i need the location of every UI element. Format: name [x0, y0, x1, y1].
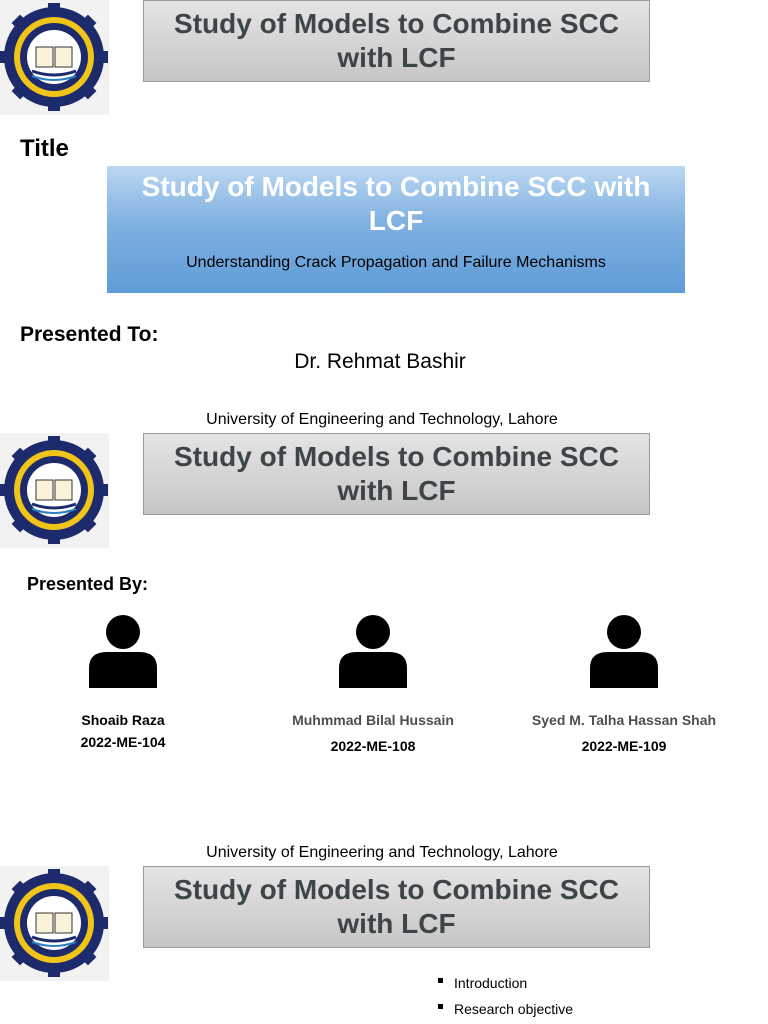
slide-header-title: Study of Models to Combine SCC with LCF: [143, 0, 650, 82]
person-icon: [87, 612, 159, 688]
university-seal-icon: [0, 866, 109, 981]
team-member-card: [3, 612, 243, 750]
slide-header-title: Study of Models to Combine SCC with LCF: [143, 433, 650, 515]
team-member-card: [504, 612, 744, 754]
outline-list: [437, 970, 573, 1022]
team-member-card: [253, 612, 493, 754]
university-logo: [0, 866, 109, 981]
slide-header-title: Study of Models to Combine SCC with LCF: [143, 866, 650, 948]
title-label: Title: [20, 135, 69, 162]
university-logo: [0, 433, 109, 548]
university-name: University of Engineering and Technology, Lahore: [206, 411, 558, 428]
member-id: 2022-ME-109: [581, 738, 667, 754]
supervisor-name: Dr. Rehmat Bashir: [294, 350, 466, 373]
presentation-title: Study of Models to Combine SCC with LCF: [141, 171, 651, 236]
presentation-subtitle: Understanding Crack Propagation and Failure Mechanisms: [186, 254, 606, 271]
member-id: 2022-ME-104: [80, 734, 166, 750]
member-name: Syed M. Talha Hassan Shah: [531, 712, 717, 728]
university-name: University of Engineering and Technology, Lahore: [206, 844, 558, 861]
title-banner: [107, 166, 685, 293]
presented-to-label: Presented To:: [20, 323, 159, 346]
person-icon: [337, 612, 409, 688]
presented-by-label: Presented By:: [27, 574, 149, 594]
member-id: 2022-ME-108: [330, 738, 416, 754]
outline-item: Research objective: [437, 996, 573, 1022]
university-seal-icon: [0, 433, 109, 548]
member-name: Shoaib Raza: [81, 712, 165, 728]
university-logo: [0, 0, 109, 115]
outline-item: Introduction: [437, 970, 573, 996]
member-name: Muhmmad Bilal Hussain: [292, 712, 454, 728]
university-seal-icon: [0, 0, 109, 115]
person-icon: [588, 612, 660, 688]
